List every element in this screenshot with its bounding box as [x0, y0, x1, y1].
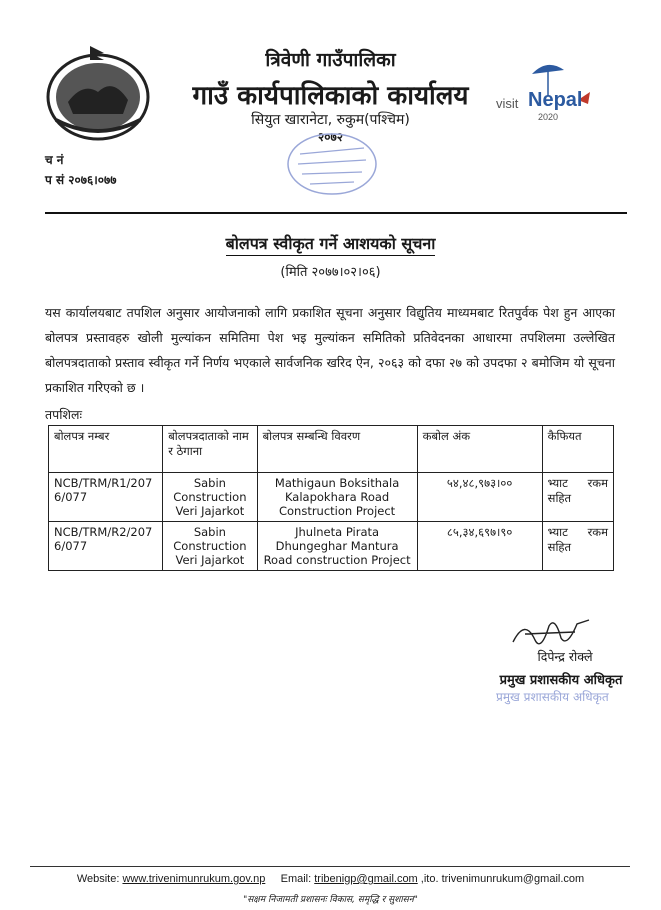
office-address: सियुत खारानेटा, रुकुम(पश्चिम)	[251, 112, 410, 128]
bid-description: Mathigaun Boksithala Kalapokhara Road Construction Project	[257, 473, 417, 522]
website-label: Website:	[76, 873, 120, 885]
table-row	[49, 522, 614, 571]
office-name: गाउँ कार्यपालिकाको कार्यालय	[192, 81, 469, 111]
header-divider	[45, 212, 627, 214]
reference-block	[45, 150, 117, 190]
email-label: Email:	[280, 873, 312, 885]
pa-sa: प सं २०७६।०७७	[45, 173, 117, 187]
bid-table	[48, 425, 614, 571]
municipality-name: त्रिवेणी गाउँपालिका	[265, 49, 396, 71]
bidder-name: Sabin Construction Veri Jajarkot	[163, 522, 257, 571]
cha-no: च नं	[45, 153, 64, 167]
bid-number: NCB/TRM/R1/2076/077	[49, 473, 163, 522]
visit-nepal-logo	[492, 56, 607, 126]
email-link[interactable]: tribenigp@gmail.com	[314, 873, 418, 885]
email-secondary: ,ito. trivenimunrukum@gmail.com	[420, 873, 585, 885]
bid-description: Jhulneta Pirata Dhungeghar Mantura Road construction Project	[257, 522, 417, 571]
header-description: बोलपत्र सम्बन्धि विवरण	[257, 426, 417, 473]
bidder-name: Sabin Construction Veri Jajarkot	[163, 473, 257, 522]
office-stamp-icon	[282, 130, 382, 198]
header-bidder: बोलपत्रदाताको नाम र ठेगाना	[163, 426, 257, 473]
footer-divider	[30, 866, 630, 867]
signatory-post: प्रमुख प्रशासकीय अधिकृत	[499, 673, 623, 688]
bid-remarks: भ्याट रकम सहित	[542, 522, 613, 571]
header-bid-number: बोलपत्र नम्बर	[49, 426, 163, 473]
bid-remarks: भ्याट रकम सहित	[542, 473, 613, 522]
website-link[interactable]: www.trivenimunrukum.gov.np	[122, 873, 266, 885]
bid-number: NCB/TRM/R2/2076/077	[49, 522, 163, 571]
notice-date: (मिति २०७७।०२।०६)	[280, 265, 381, 280]
bid-amount: ८५,३४,६९७।९०	[417, 522, 542, 571]
table-header-row	[49, 426, 614, 473]
year-text: 2020	[538, 112, 559, 122]
notice-title-text: बोलपत्र स्वीकृत गर्ने आशयको सूचना	[226, 234, 436, 256]
nepal-text: Nepal	[528, 89, 583, 111]
bid-amount: ५४,४८,९७३।००	[417, 473, 542, 522]
established-year: २०७२	[318, 130, 343, 144]
footer-contact	[0, 873, 661, 885]
notice-body: यस कार्यालयबाट तपशिल अनुसार आयोजनाको लागि प्रकाशित सूचना अनुसार विद्युतिय माध्यमबाट रितपुर्वक पेश हुन आएका बोलपत्र प्रस्तावहरु खोली मुल्यांकन समितिमा पेश भइ मुल्यांकन समितिको प्रतिवेदनका आधारमा तपशिलमा उल्लेखित बोलपत्रदाताको प्रस्ताव स्वीकृत गर्ने निर्णय भएकाले सार्वजनिक खरिद ऐन, २०६३ को दफा २७ को उपदफा २ बमोजिम यो सूचना प्रकाशित गरिएको छ ।	[45, 305, 615, 395]
footer-motto: "सक्षम निजामती प्रशासनः विकास, समृद्धि र सुशासन"	[243, 895, 418, 905]
notice-title	[0, 232, 661, 254]
visit-text: visit	[496, 96, 519, 111]
header-remarks: कैफियत	[542, 426, 613, 473]
header-amount: कबोल अंक	[417, 426, 542, 473]
signature-stamp: प्रमुख प्रशासकीय अधिकृत	[496, 690, 609, 704]
table-row	[49, 473, 614, 522]
table-label: तपशिलः	[45, 407, 82, 422]
signatory-name: दिपेन्द्र रोक्ले	[537, 649, 593, 664]
